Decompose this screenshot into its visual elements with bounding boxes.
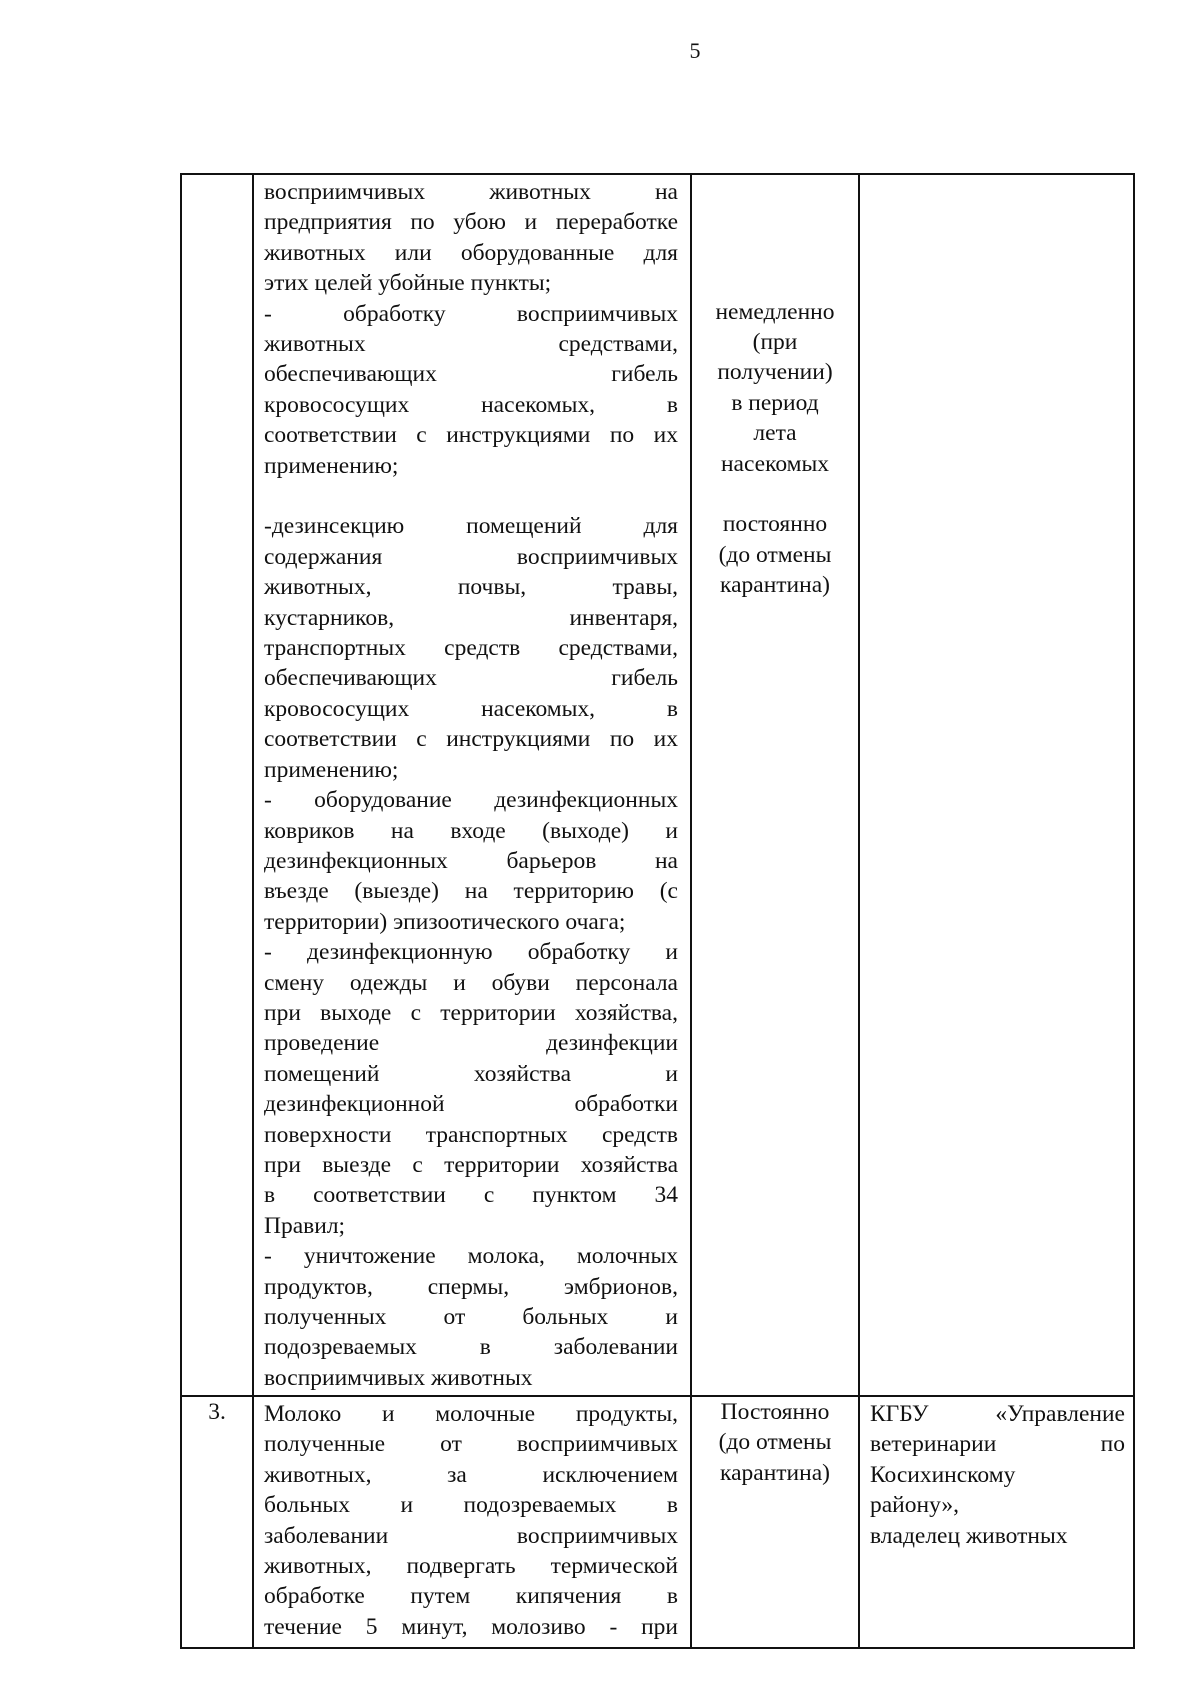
- text-line: течение 5 минут, молозиво - при: [264, 1613, 678, 1640]
- text-line: полученных от больных и: [264, 1304, 678, 1331]
- text-line: насекомых: [720, 450, 830, 477]
- text-line: - оборудование дезинфекционных: [264, 787, 678, 814]
- row-number: [181, 174, 253, 1396]
- text-line: восприимчивых животных: [264, 1364, 533, 1391]
- responsible-cell: [859, 1396, 1134, 1648]
- text-line: Косихинскому: [870, 1461, 1016, 1488]
- text-line: проведение дезинфекции: [264, 1030, 678, 1057]
- text-line: КГБУ «Управление: [870, 1401, 1125, 1427]
- text-line: животных, подвергать термической: [264, 1553, 678, 1580]
- text-line: полученные от восприимчивых: [264, 1431, 678, 1458]
- text-line: подозреваемых в заболевании: [264, 1334, 678, 1361]
- measures-table: [180, 173, 1135, 1649]
- text-line: району»,: [870, 1492, 960, 1519]
- blank-line: [698, 479, 852, 509]
- text-line: транспортных средств средствами,: [264, 635, 678, 662]
- text-line: предприятия по убою и переработке: [264, 209, 678, 236]
- text-line: (при: [752, 328, 798, 355]
- text-line: Постоянно: [720, 1399, 830, 1425]
- term-cell: [691, 1396, 859, 1648]
- term-cell: [691, 174, 859, 1396]
- blank-line: [698, 236, 852, 266]
- text-line: применению;: [264, 452, 399, 479]
- text-line: кровососущих насекомых, в: [264, 695, 678, 722]
- text-line: лета: [753, 420, 797, 447]
- text-line: обеспечивающих гибель: [264, 665, 678, 692]
- text-line: въезде (выезде) на территорию (с: [264, 878, 678, 905]
- text-line: ковриков на входе (выходе) и: [264, 817, 678, 844]
- text-line: в период: [731, 389, 819, 416]
- blank-line: [698, 175, 852, 205]
- table-row: [181, 1396, 1134, 1648]
- text-line: получении): [717, 359, 833, 386]
- blank-line: [698, 266, 852, 296]
- text-line: больных и подозреваемых в: [264, 1492, 678, 1519]
- responsible-cell: [859, 174, 1134, 1396]
- text-line: (до отмены: [718, 1429, 832, 1456]
- text-line: в соответствии с пунктом 34: [264, 1182, 678, 1209]
- text-line: смену одежды и обуви персонала: [264, 969, 678, 996]
- text-line: дезинфекционной обработки: [264, 1091, 678, 1118]
- text-line: (до отмены: [718, 541, 832, 568]
- text-line: животных средствами,: [264, 331, 678, 358]
- text-line: дезинфекционных барьеров на: [264, 847, 678, 874]
- text-line: животных, почвы, травы,: [264, 574, 678, 601]
- text-line: соответствии с инструкциями по их: [264, 422, 678, 449]
- text-line: кустарников, инвентаря,: [264, 604, 678, 631]
- text-line: этих целей убойные пункты;: [264, 270, 552, 297]
- text-line: -дезинсекцию помещений для: [264, 513, 678, 540]
- text-line: - уничтожение молока, молочных: [264, 1243, 678, 1270]
- text-line: Молоко и молочные продукты,: [264, 1401, 678, 1427]
- text-line: карантина): [720, 572, 830, 599]
- text-line: немедленно: [715, 298, 835, 325]
- measure-cell: [253, 1396, 691, 1648]
- table-row: [181, 174, 1134, 1396]
- text-line: обеспечивающих гибель: [264, 361, 678, 388]
- measure-cell: [253, 174, 691, 1396]
- text-line: владелец животных: [870, 1522, 1068, 1549]
- text-line: животных, за исключением: [264, 1461, 678, 1488]
- text-line: поверхности транспортных средств: [264, 1121, 678, 1148]
- text-line: кровососущих насекомых, в: [264, 391, 678, 418]
- text-line: ветеринарии по: [870, 1431, 1125, 1458]
- blank-line: [264, 481, 678, 511]
- text-line: - обработку восприимчивых: [264, 300, 678, 327]
- text-line: территории) эпизоотического очага;: [264, 908, 626, 935]
- page-number: 5: [689, 38, 701, 63]
- text-line: при выходе с территории хозяйства,: [264, 999, 678, 1026]
- text-line: - дезинфекционную обработку и: [264, 939, 678, 966]
- text-line: обработке путем кипячения в: [264, 1583, 678, 1610]
- text-line: Правил;: [264, 1212, 346, 1239]
- text-line: содержания восприимчивых: [264, 543, 678, 570]
- text-line: заболевании восприимчивых: [264, 1522, 678, 1549]
- text-line: продуктов, спермы, эмбрионов,: [264, 1273, 678, 1300]
- text-line: помещений хозяйства и: [264, 1060, 678, 1087]
- text-line: восприимчивых животных на: [264, 179, 678, 205]
- text-line: животных или оборудованные для: [264, 239, 678, 266]
- text-line: карантина): [720, 1459, 830, 1486]
- row-number: 3.: [181, 1396, 253, 1648]
- text-line: соответствии с инструкциями по их: [264, 726, 678, 753]
- text-line: при выезде с территории хозяйства: [264, 1151, 678, 1178]
- blank-line: [698, 205, 852, 235]
- text-line: постоянно: [722, 511, 828, 538]
- text-line: применению;: [264, 756, 399, 783]
